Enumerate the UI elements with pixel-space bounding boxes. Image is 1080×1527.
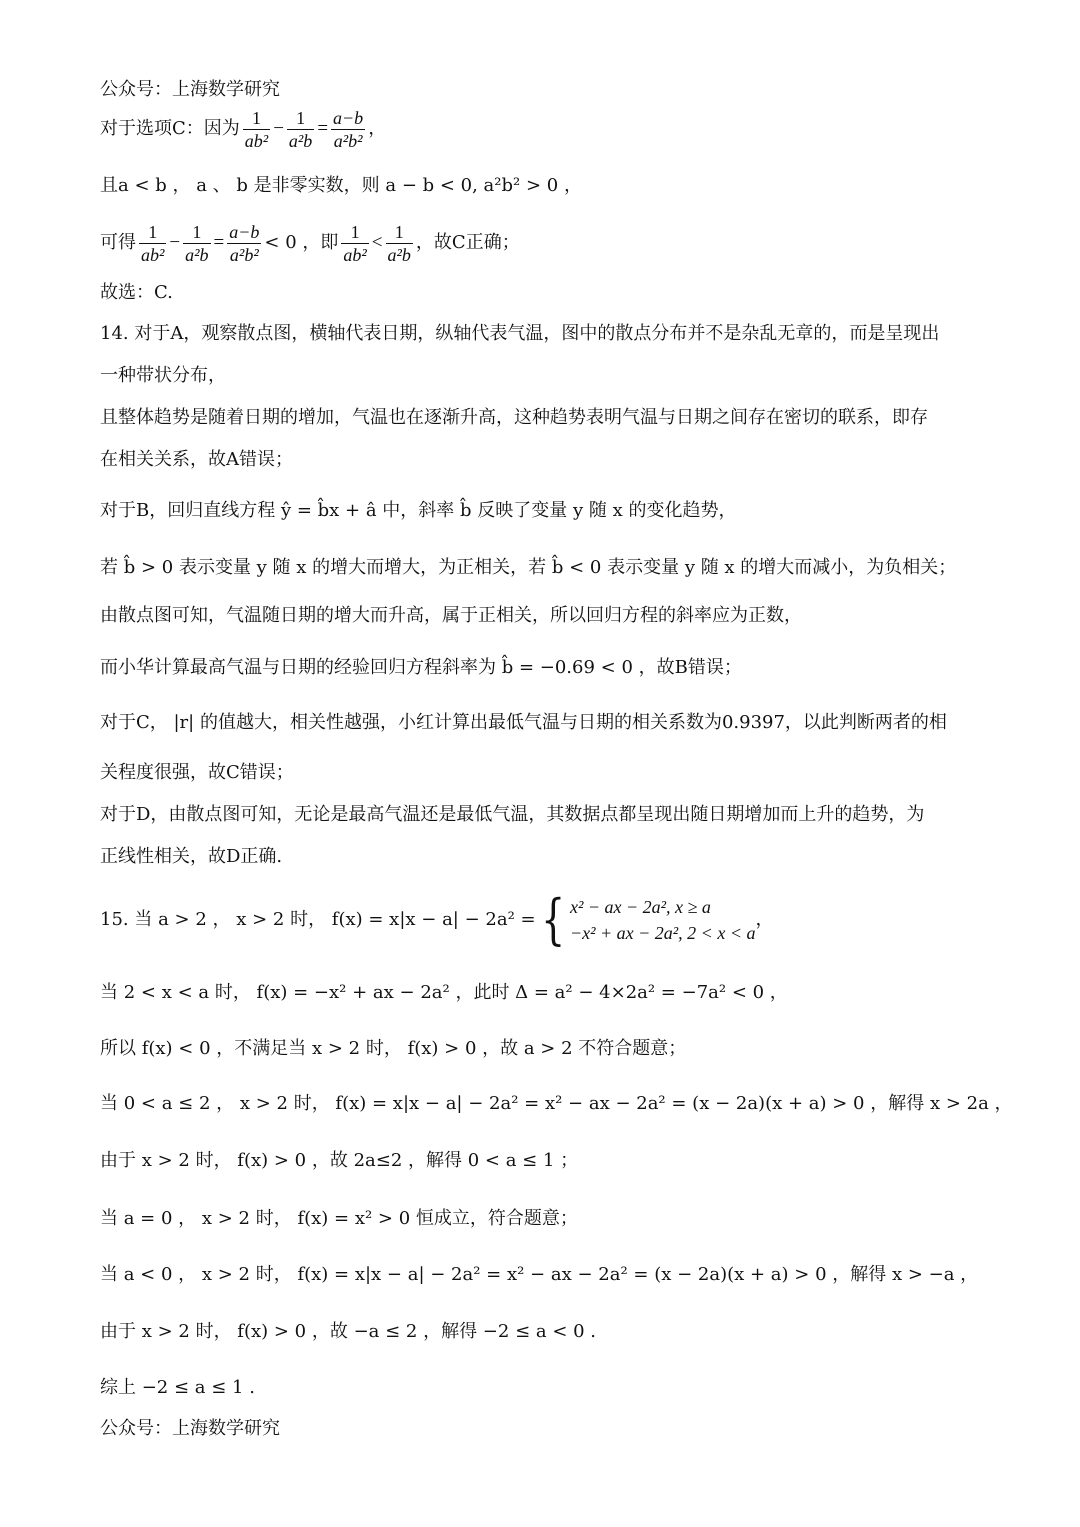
minus-sign: − [169, 232, 181, 253]
frac-den: a²b² [333, 130, 363, 151]
q13-l1-suffix: ， [368, 118, 387, 139]
header-watermark: 公众号：上海数学研究 [100, 79, 280, 100]
q14-line-10: 关程度很强，故C错误； [100, 762, 294, 783]
q15-line-1 [100, 890, 773, 950]
fraction-1-over-a2b [183, 221, 210, 266]
q13-l3-middle: < 0 ，即 [264, 232, 339, 253]
fraction-1-over-a2b [287, 107, 314, 152]
fraction-1-over-ab2 [243, 107, 270, 152]
frac-den: a²b [185, 244, 209, 265]
minus-sign: − [273, 118, 284, 139]
q15-line-4: 当 0 < a ≤ 2 ， x > 2 时， f(x) = x|x − a| − 2a² = x² − ax − 2a² = (x − 2a)(x + a) > 0 ，解得 x > 2a ， [100, 1093, 1013, 1114]
frac-den: ab² [244, 130, 269, 151]
frac-den: a²b [387, 244, 411, 265]
fraction-1-over-ab2 [341, 221, 368, 266]
frac-den: a²b² [229, 244, 259, 265]
q13-l3-suffix: ，故C正确； [415, 232, 520, 253]
q13-l1-prefix: 对于选项C：因为 [100, 118, 240, 139]
frac-den: ab² [141, 244, 165, 265]
frac-num: a−b [229, 221, 260, 242]
q14-line-1: 14. 对于A，观察散点图，横轴代表日期，纵轴代表气温，图中的散点分布并不是杂乱无章的，而是呈现出 [100, 323, 940, 344]
q14-line-9: 对于C， |r| 的值越大，相关性越强，小红计算出最低气温与日期的相关系数为0.9397，以此判断两者的相 [100, 712, 947, 733]
less-than-sign: < [371, 232, 383, 253]
fraction-1-over-a2b [386, 221, 413, 266]
equals-sign: = [317, 118, 329, 139]
case-1: x² − ax − 2a², x ≥ a [569, 897, 711, 917]
q14-line-7: 由散点图可知，气温随日期的增大而升高，属于正相关，所以回归方程的斜率应为正数， [100, 605, 802, 626]
frac-num: 1 [243, 107, 270, 130]
frac-num: 1 [287, 107, 314, 130]
q14-line-12: 正线性相关，故D正确. [100, 846, 283, 867]
frac-num: a−b [333, 107, 364, 128]
q15-line-6: 当 a = 0 ， x > 2 时， f(x) = x² > 0 恒成立，符合题意； [100, 1208, 578, 1229]
q14-line-8: 而小华计算最高气温与日期的经验回归方程斜率为 b̂ = −0.69 < 0 ，故B错误； [100, 657, 742, 678]
q14-line-2: 一种带状分布， [100, 365, 226, 386]
q15-l1-prefix: 15. 当 a > 2 ， x > 2 时， f(x) = x|x − a| − 2a² = [100, 909, 536, 930]
q15-line-3: 所以 f(x) < 0 ，不满足当 x > 2 时， f(x) > 0 ，故 a > 2 不符合题意； [100, 1038, 687, 1059]
q13-line-1 [100, 103, 386, 155]
q15-line-2: 当 2 < x < a 时， f(x) = −x² + ax − 2a² ，此时 Δ = a² − 4×2a² = −7a² < 0 ， [100, 982, 788, 1003]
fraction-1-over-ab2 [139, 221, 166, 266]
frac-num: 1 [183, 221, 210, 244]
fraction-a-minus-b [331, 107, 365, 152]
q15-line-9: 综上 −2 ≤ a ≤ 1 . [100, 1377, 255, 1398]
equals-sign: = [213, 232, 225, 253]
fraction-a-minus-b [227, 221, 261, 266]
q14-line-5: 对于B，回归直线方程 ŷ = b̂x + â 中，斜率 b̂ 反映了变量 y 随 x 的变化趋势， [100, 500, 737, 521]
q15-line-5: 由于 x > 2 时， f(x) > 0 ，故 2a≤2 ，解得 0 < a ≤ 1 ； [100, 1150, 579, 1171]
piecewise-cases [570, 894, 756, 946]
q14-line-6: 若 b̂ > 0 表示变量 y 随 x 的增大而增大，为正相关，若 b̂ < 0 表示变量 y 随 x 的增大而减小，为负相关； [100, 557, 957, 578]
frac-num: 1 [341, 221, 368, 244]
q13-line-2: 且a < b ， a 、 b 是非零实数，则 a − b < 0, a²b² > 0 ， [100, 175, 582, 196]
q15-line-8: 由于 x > 2 时， f(x) > 0 ，故 −a ≤ 2 ，解得 −2 ≤ a < 0 . [100, 1321, 597, 1342]
q15-l1-suffix: ， [755, 909, 774, 930]
case-2: −x² + ax − 2a², 2 < x < a [569, 923, 756, 943]
frac-den: a²b [288, 130, 313, 151]
frac-den: ab² [343, 244, 367, 265]
q14-line-3: 且整体趋势是随着日期的增加，气温也在逐渐升高，这种趋势表明气温与日期之间存在密切的联系，即存 [100, 407, 928, 428]
footer-watermark: 公众号：上海数学研究 [100, 1418, 280, 1439]
q13-line-3 [100, 217, 520, 269]
q14-line-11: 对于D，由散点图可知，无论是最高气温还是最低气温，其数据点都呈现出随日期增加而上升的趋势，为 [100, 804, 925, 825]
frac-num: 1 [139, 221, 166, 244]
q14-line-4: 在相关关系，故A错误； [100, 449, 293, 470]
frac-num: 1 [386, 221, 413, 244]
left-brace: { [540, 888, 565, 951]
q13-line-4: 故选：C. [100, 282, 173, 303]
q13-l3-prefix: 可得 [100, 232, 136, 253]
q15-line-7: 当 a < 0 ， x > 2 时， f(x) = x|x − a| − 2a² = x² − ax − 2a² = (x − 2a)(x + a) > 0 ，解得 x > −a ， [100, 1264, 979, 1285]
